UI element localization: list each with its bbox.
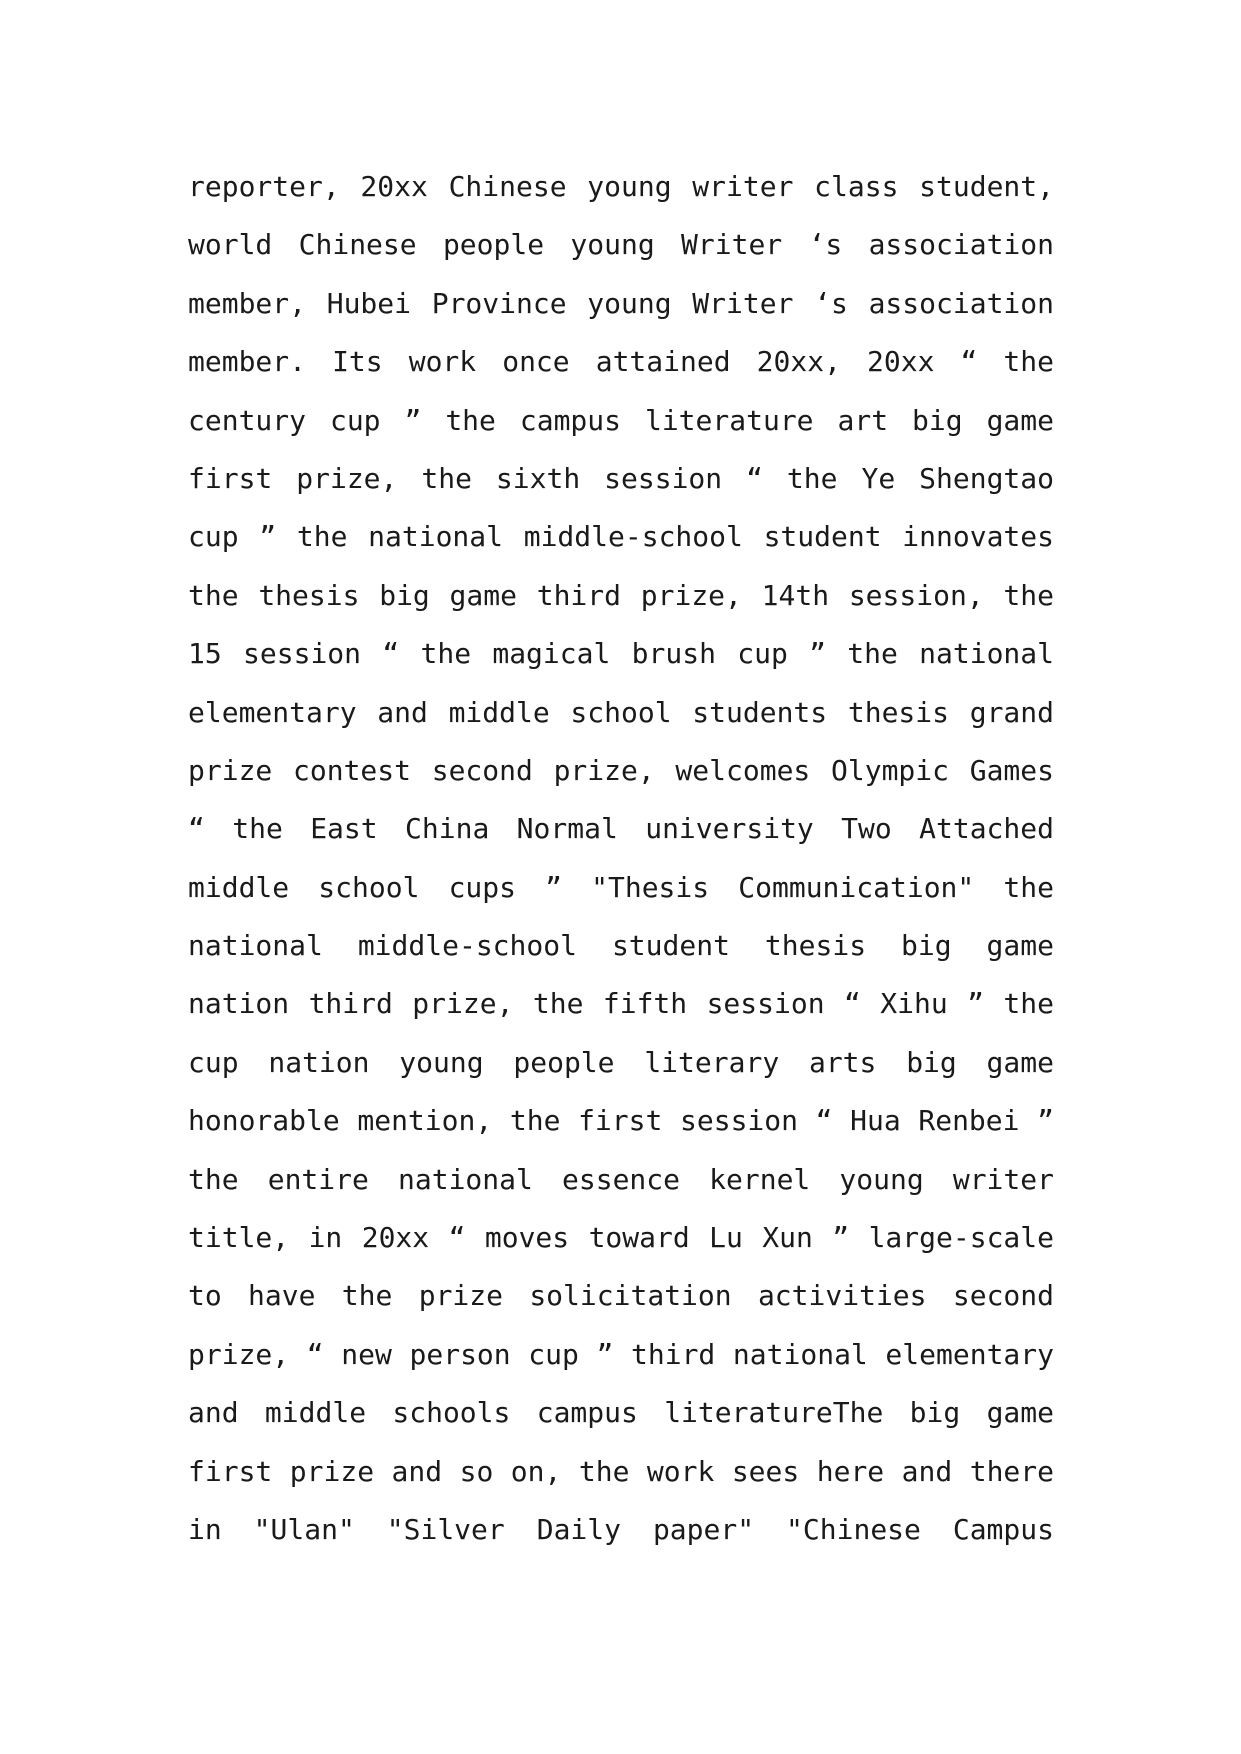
text-line: the thesis big game third prize, 14th session, the <box>188 578 1054 612</box>
text-line: 15 session “ the magical brush cup ” the national <box>188 637 1054 671</box>
text-line: middle school cups ” "Thesis Communication" the <box>188 870 1054 904</box>
text-line: nation third prize, the fifth session “ Xihu ” the <box>188 987 1054 1021</box>
text-line: member. Its work once attained 20xx, 20xx “ the <box>188 345 1054 379</box>
body-text <box>188 158 1054 1559</box>
text-line: cup nation young people literary arts big game <box>188 1045 1054 1079</box>
text-line: first prize, the sixth session “ the Ye Shengtao <box>188 461 1054 495</box>
text-line: elementary and middle school students thesis grand <box>188 695 1054 729</box>
text-line: “ the East China Normal university Two Attached <box>188 812 1054 846</box>
text-line: world Chinese people young Writer ‘s association <box>188 228 1054 262</box>
text-line: in "Ulan" "Silver Daily paper" "Chinese Campus <box>188 1512 1054 1546</box>
text-line: to have the prize solicitation activities second <box>188 1279 1054 1313</box>
text-line: reporter, 20xx Chinese young writer class student, <box>188 170 1054 203</box>
text-line: honorable mention, the first session “ Hua Renbei ” <box>188 1104 1054 1138</box>
text-line: first prize and so on, the work sees here and there <box>188 1454 1054 1488</box>
text-line: the entire national essence kernel young writer <box>188 1162 1054 1196</box>
text-line: title, in 20xx “ moves toward Lu Xun ” large-scale <box>188 1221 1054 1255</box>
text-line: prize, “ new person cup ” third national elementary <box>188 1337 1054 1371</box>
text-line: national middle-school student thesis big game <box>188 929 1054 963</box>
text-line: prize contest second prize, welcomes Olympic Games <box>188 753 1054 787</box>
text-line: cup ” the national middle-school student innovates <box>188 520 1054 554</box>
text-line: and middle schools campus literatureThe big game <box>188 1396 1054 1430</box>
text-line: member, Hubei Province young Writer ‘s association <box>188 286 1054 320</box>
text-line: century cup ” the campus literature art big game <box>188 403 1054 437</box>
